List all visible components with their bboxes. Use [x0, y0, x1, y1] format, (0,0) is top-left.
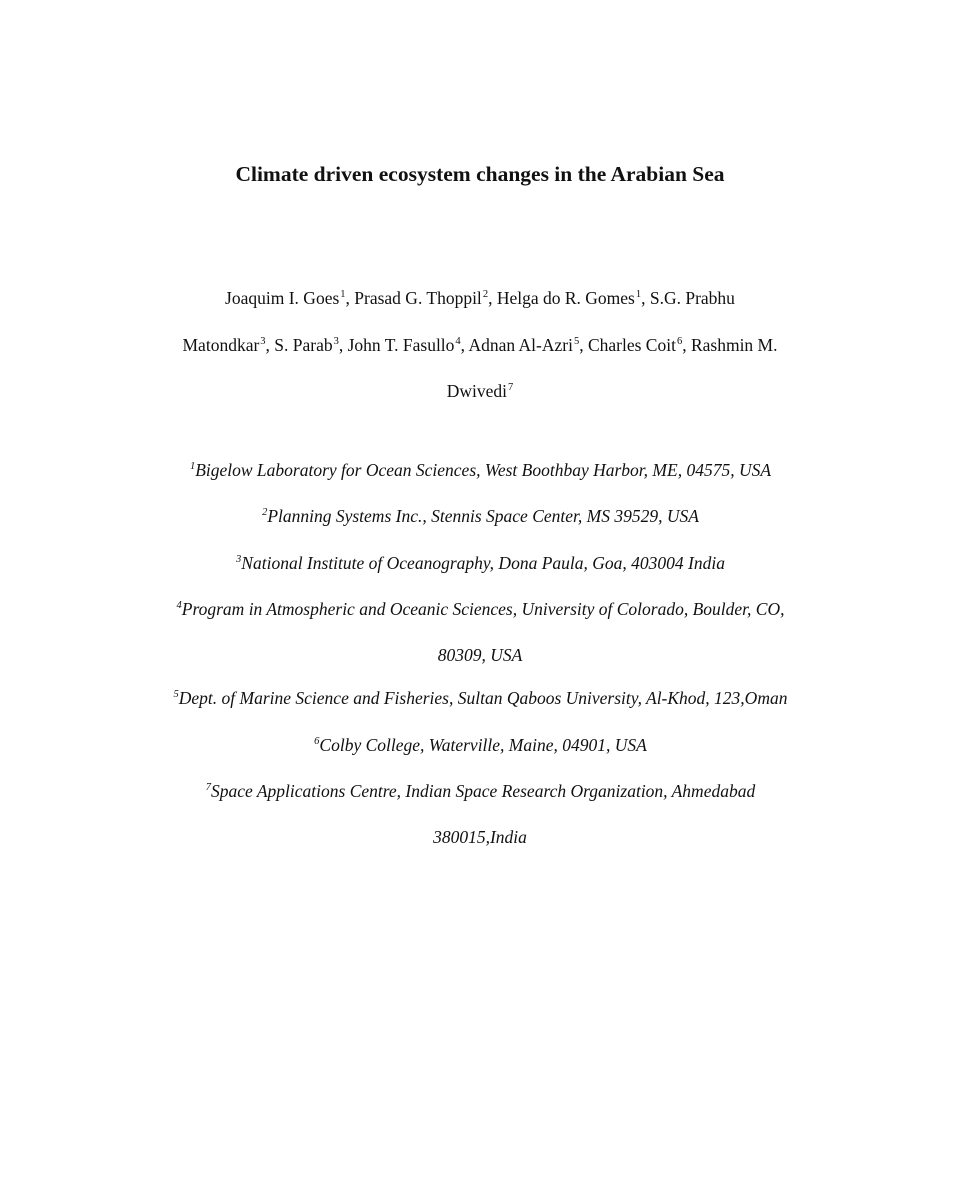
author-sep: ,	[641, 288, 650, 308]
affil-text: Space Applications Centre, Indian Space Research Organization, Ahmedabad	[211, 781, 756, 802]
author-name: S.G. Prabhu	[649, 288, 735, 308]
author-name: Helga do R. Gomes	[496, 288, 635, 308]
author-affil-sup: 7	[508, 382, 514, 393]
author-name: Joaquim I. Goes	[225, 288, 340, 308]
affil-sup: 7	[205, 782, 212, 794]
author-sep: ,	[265, 334, 275, 355]
author-affil-sup: 3	[333, 335, 339, 347]
author-line	[150, 277, 810, 324]
author-line	[150, 370, 810, 417]
affiliation-1	[140, 449, 820, 495]
affiliation-6	[140, 724, 820, 770]
affiliation-4-continued	[140, 634, 820, 677]
affil-text: Colby College, Waterville, Maine, 04901, USA	[319, 734, 647, 755]
author-affil-sup: 6	[676, 335, 683, 347]
affil-text: Program in Atmospheric and Oceanic Sciences, University of Colorado, Boulder, CO,	[181, 598, 785, 619]
author-affil-sup: 1	[635, 289, 642, 300]
author-line	[150, 324, 810, 371]
paper-title: Climate driven ecosystem changes in the Arabian Sea	[235, 162, 725, 186]
affil-sup: 1	[189, 461, 196, 472]
author-affil-sup: 3	[260, 335, 266, 347]
affiliation-5	[140, 677, 820, 723]
author-sep: ,	[579, 334, 588, 355]
affil-text: Bigelow Laboratory for Ocean Sciences, West Boothbay Harbor, ME, 04575, USA	[195, 460, 772, 480]
affiliation-4	[140, 588, 820, 634]
affil-sup: 2	[262, 507, 268, 519]
affil-text: National Institute of Oceanography, Dona Paula, Goa, 403004 India	[241, 552, 725, 573]
affiliation-7	[140, 770, 820, 816]
author-name: Charles Coit	[587, 334, 676, 355]
affiliation-3	[140, 542, 820, 588]
author-name: Prasad G. Thoppil	[354, 288, 482, 308]
author-affil-sup: 5	[573, 335, 580, 347]
affiliation-7-continued	[140, 816, 820, 859]
author-list	[150, 277, 810, 417]
affil-sup: 5	[173, 689, 179, 701]
affiliation-list	[140, 449, 820, 860]
author-name: John T. Fasullo	[347, 334, 455, 355]
author-sep: ,	[345, 288, 355, 308]
author-name: Adnan Al-Azri	[468, 334, 573, 355]
author-affil-sup: 2	[482, 289, 489, 300]
author-name: S. Parab	[274, 334, 333, 355]
author-name: Rashmin M.	[690, 334, 778, 355]
affil-sup: 6	[314, 735, 320, 747]
author-name: Matondkar	[182, 334, 260, 355]
affil-text: Dept. of Marine Science and Fisheries, Sultan Qaboos University, Al-Khod, 123,Oman	[178, 688, 788, 709]
author-affil-sup: 4	[455, 335, 461, 347]
affil-text: 380015,India	[433, 827, 527, 848]
affiliation-2	[140, 495, 820, 541]
affil-text: 80309, USA	[437, 645, 523, 666]
affil-sup: 3	[236, 553, 242, 565]
author-sep: ,	[338, 334, 348, 355]
affil-sup: 4	[176, 599, 182, 611]
affil-text: Planning Systems Inc., Stennis Space Center, MS 39529, USA	[267, 506, 699, 527]
author-sep: ,	[460, 334, 469, 355]
author-sep: ,	[488, 288, 497, 308]
author-name: Dwivedi	[446, 381, 508, 401]
author-sep: ,	[682, 334, 691, 355]
author-affil-sup: 1	[340, 289, 346, 300]
